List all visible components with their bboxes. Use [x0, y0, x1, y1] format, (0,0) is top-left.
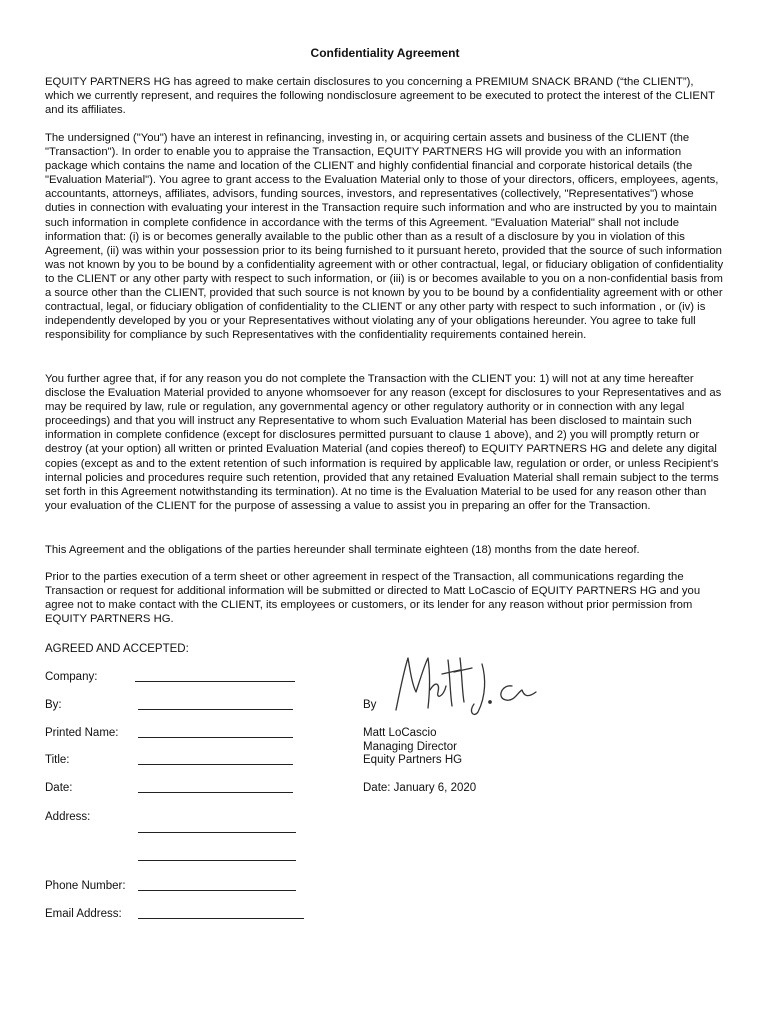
signer-name: Matt LoCascio	[363, 727, 437, 739]
document-title: Confidentiality Agreement	[310, 46, 460, 60]
title-line[interactable]	[138, 764, 293, 765]
title-label: Title:	[45, 754, 70, 766]
printed-name-label: Printed Name:	[45, 727, 119, 739]
handwritten-signature	[390, 650, 550, 720]
printed-name-line[interactable]	[138, 737, 293, 738]
phone-line[interactable]	[138, 890, 296, 891]
address-line-1[interactable]	[138, 832, 296, 833]
signer-date: Date: January 6, 2020	[363, 782, 477, 794]
paragraph-evaluation-material: The undersigned ("You") have an interest in refinancing, investing in, or acquiring certain assets and business of the CLIENT (the "Transaction"). In order to enable you to appraise the Transaction, EQUITY PARTNERS HG will provide you with an information package which contains the name and location of the CLIENT and highly confidential financial and corporate historical details (the "Evaluation Material"). You agree to grant access to the Evaluation Material only to those of your directors, officers, employees, agents, accountants, attorneys, affiliates, advisors, funding sources, investors, and representatives (collectively, "Representatives") whose duties in connection with evaluating your interest in the Transaction require such information and who are instructed by you to maintain such information in complete confidence in accordance with the terms of this Agreement. "Evaluation Material" shall not include information that: (i) is or becomes generally available to the public other than as a result of a disclosure by you in violation of this Agreement, (ii) was within your possession prior to its being furnished to it pursuant hereto, provided that the source of such information was not known by you to be bound by a confidentiality agreement with or other contractual, legal, or fiduciary obligation of confidentiality to the CLIENT or any other party with respect to such information, or (iii) is or becomes available to you on a non-confidential basis from a source other than the CLIENT, provided that such source is not known by you to be bound by a confidentiality agreement with or other contractual, legal, or fiduciary obligation of confidentiality to the CLIENT or any other party with respect to such information , or (iv) is independently developed by you or your Representatives without violating any of your obligations hereunder. You agree to take full responsibility for compliance by such Representatives with the confidentiality requirements contained herein.	[45, 132, 724, 342]
signer-position: Managing Director	[363, 741, 457, 753]
address-line-2[interactable]	[138, 860, 296, 861]
paragraph-nondisclosure: You further agree that, if for any reason you do not complete the Transaction with the CLIENT you: 1) will not at any time hereafter disclose the Evaluation Material provided to anyone whomsoever for any reason (except for disclosures to your Representatives and as may be required by law, rule or regulation, any governmental agency or other regulatory authority or in connection with any legal proceedings) and that you will instruct any Representative to whom such Evaluation Material has been disclosed to maintain such information in complete confidence (except for disclosures permitted pursuant to clause 1 above), and 2) you will promptly return or destroy (at your option) all written or printed Evaluation Material (and copies thereof) to EQUITY PARTNERS HG and delete any digital copies (except as and to the extent retention of such information is required by applicable law, regulation or order, or unless Recipient’s internal policies and procedures require such retention, provided that any retained Evaluation Material shall remain subject to the terms set forth in this Agreement notwithstanding its termination). At no time is the Evaluation Material to be used for any reason other than your evaluation of the CLIENT for the purpose of assessing a value to assist you in preparing an offer for the Transaction.	[45, 373, 722, 512]
signer-company: Equity Partners HG	[363, 754, 463, 766]
company-label: Company:	[45, 671, 98, 683]
email-line[interactable]	[138, 918, 304, 919]
paragraph-communications: Prior to the parties execution of a term sheet or other agreement in respect of the Transaction, all communications regarding the Transaction or request for additional information will be submitted or directed to Matt LoCascio of EQUITY PARTNERS HG and you agree not to make contact with the CLIENT, its employees or customers, or its lender for any reason without prior permission from EQUITY PARTNERS HG.	[45, 571, 701, 626]
date-label: Date:	[45, 782, 73, 794]
address-label: Address:	[45, 811, 91, 823]
date-line[interactable]	[138, 792, 293, 793]
phone-label: Phone Number:	[45, 880, 126, 892]
paragraph-term: This Agreement and the obligations of the parties hereunder shall terminate eighteen (18) months from the date hereof.	[45, 544, 640, 556]
by-label: By:	[45, 699, 62, 711]
by-line[interactable]	[138, 709, 293, 710]
company-line[interactable]	[135, 681, 295, 682]
email-label: Email Address:	[45, 908, 122, 920]
paragraph-intro: EQUITY PARTNERS HG has agreed to make certain disclosures to you concerning a PREMIUM SNACK BRAND (“the CLIENT”), which we currently represent, and requires the following nondisclosure agreement to be executed to protect the interest of the CLIENT and its affiliates.	[45, 76, 715, 117]
signer-by-label: By	[363, 699, 377, 711]
accepted-heading: AGREED AND ACCEPTED:	[45, 643, 189, 655]
